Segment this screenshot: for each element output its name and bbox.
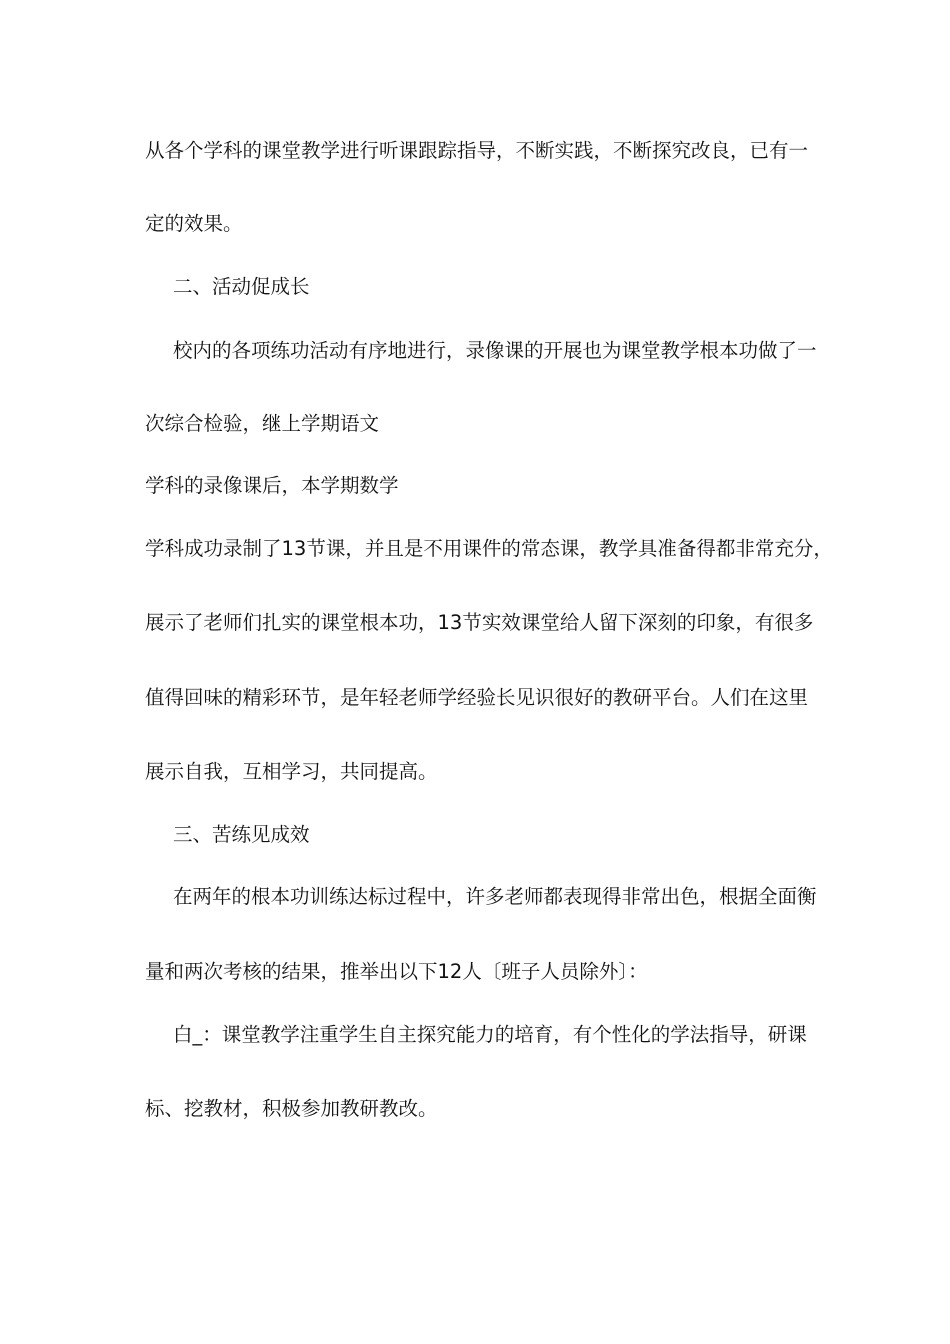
paragraph-line-4: 次综合检验，继上学期语文 (145, 412, 380, 435)
paragraph-line-7: 展示了老师们扎实的课堂根本功，13节实效课堂给人留下深刻的印象，有很多 (145, 611, 814, 634)
paragraph-line-3: 校内的各项练功活动有序地进行，录像课的开展也为课堂教学根本功做了一 (173, 339, 817, 362)
paragraph-line-6: 学科成功录制了13节课，并且是不用课件的常态课，教学具准备得都非常充分， (145, 537, 833, 560)
paragraph-line-9: 展示自我，互相学习，共同提高。 (145, 760, 438, 783)
paragraph-line-11: 量和两次考核的结果，推举出以下12人〔班子人员除外〕： (145, 960, 648, 983)
section-heading-2: 二、活动促成长 (173, 275, 310, 298)
paragraph-line-2: 定的效果。 (145, 212, 243, 235)
section-heading-3: 三、苦练见成效 (173, 823, 310, 846)
paragraph-line-1: 从各个学科的课堂教学进行听课跟踪指导，不断实践，不断探究改良，已有一 (145, 139, 809, 162)
paragraph-line-10: 在两年的根本功训练达标过程中，许多老师都表现得非常出色，根据全面衡 (173, 885, 817, 908)
paragraph-line-12: 白_：课堂教学注重学生自主探究能力的培育，有个性化的学法指导，研课 (173, 1023, 807, 1046)
paragraph-line-13: 标、挖教材，积极参加教研教改。 (145, 1097, 438, 1120)
paragraph-line-8: 值得回味的精彩环节，是年轻老师学经验长见识很好的教研平台。人们在这里 (145, 686, 809, 709)
paragraph-line-5: 学科的录像课后，本学期数学 (145, 474, 399, 497)
